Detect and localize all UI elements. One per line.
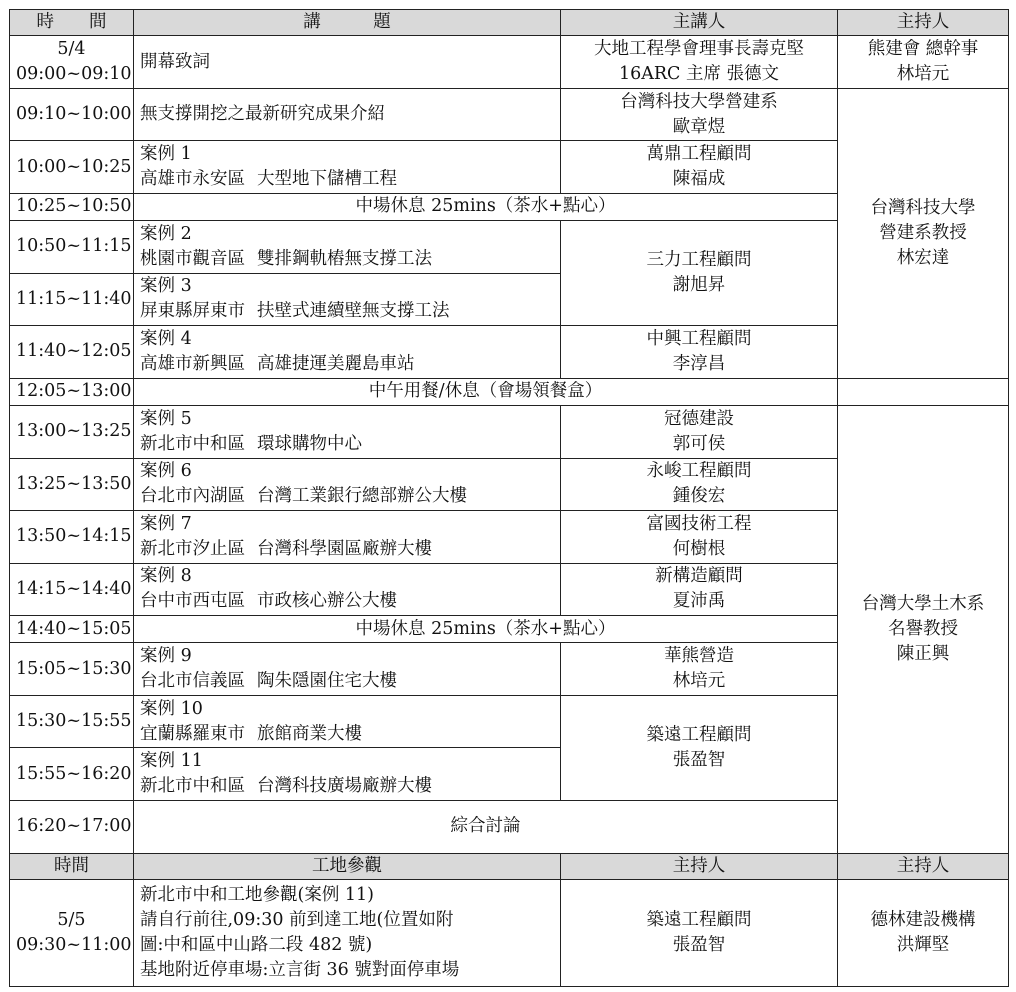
speaker-line: 謝旭昇 [672,275,726,296]
visit-line: 基地附近停車場:立言街 36 號對面停車場 [140,959,460,980]
table-row-site-visit [10,879,1009,986]
speaker-line: 華熊營造 [664,646,734,667]
time-cell: 15:05~15:30 [10,643,134,696]
topic-cell [134,458,561,511]
speaker-line: 歐章煜 [672,116,726,137]
case-title: 台灣科學園區廠辦大樓 [257,538,432,559]
time-cell: 15:30~15:55 [10,695,134,748]
case-title: 台灣工業銀行總部辦公大樓 [257,486,467,507]
case-title: 雙排鋼軌樁無支撐工法 [257,248,432,269]
case-place: 屏東縣屏東市 [140,301,245,322]
time-cell: 11:40~12:05 [10,326,134,379]
speaker-cell [561,141,838,194]
case-place: 桃園市觀音區 [140,248,245,269]
case-title: 大型地下儲槽工程 [257,169,397,190]
topic-cell [134,695,561,748]
speaker-cell [561,405,838,458]
speaker-cell [561,326,838,379]
time-cell: 13:25~13:50 [10,458,134,511]
agenda-table [9,9,1009,987]
topic-cell [134,643,561,696]
speaker-line: 冠德建設 [664,408,734,429]
header-speaker: 主講人 [561,10,838,36]
host-cell [838,36,1009,89]
case-label: 案例 3 [140,276,192,297]
speaker-line: 陳福成 [672,169,726,190]
speaker-line: 中興工程顧問 [646,328,752,349]
topic-cell: 開幕致詞 [134,36,561,89]
time-cell: 12:05~13:00 [10,378,134,405]
header-topic: 工地參觀 [134,853,561,879]
speaker-line: 李淳昌 [672,353,726,374]
speaker-line: 林培元 [672,671,726,692]
topic-cell [134,879,561,986]
table-header-row [10,10,1009,36]
case-place: 台北市內湖區 [140,486,245,507]
header-host: 主持人 [838,10,1009,36]
host-line: 林宏達 [896,247,950,268]
header-topic: 講 題 [134,10,561,36]
topic-cell [134,563,561,616]
speaker-line: 富國技術工程 [646,513,752,534]
host-line: 洪輝堅 [896,934,950,955]
speaker-line: 16ARC 主席 張德文 [618,64,780,85]
time-cell: 10:50~11:15 [10,221,134,274]
case-label: 案例 11 [140,751,203,772]
speaker-cell [561,643,838,696]
speaker-line: 築遠工程顧問 [646,724,752,745]
topic-cell: 無支撐開挖之最新研究成果介紹 [134,88,561,141]
case-place: 高雄市永安區 [140,169,245,190]
case-place: 新北市中和區 [140,433,245,454]
speaker-line: 三力工程顧問 [646,250,752,271]
speaker-line: 台灣科技大學營建系 [620,91,778,112]
case-label: 案例 5 [140,408,192,429]
speaker-line: 築遠工程顧問 [646,909,752,930]
speaker-cell [561,511,838,564]
topic-cell [134,326,561,379]
host-cell-morning [838,88,1009,378]
host-cell-empty [838,378,1009,405]
speaker-cell [561,36,838,89]
topic-cell [134,221,561,274]
header-speaker: 主持人 [561,853,838,879]
header-time: 時 間 [10,10,134,36]
case-label: 案例 9 [140,646,192,667]
speaker-cell [561,879,838,986]
table-header-row-visit [10,853,1009,879]
host-line: 德林建設機構 [870,909,976,930]
time-cell [10,879,134,986]
speaker-line: 夏沛禹 [672,591,726,612]
case-place: 台中市西屯區 [140,591,245,612]
break-cell: 中場休息 25mins（茶水+點心） [134,616,838,643]
speaker-line: 張盈智 [672,934,726,955]
case-place: 高雄市新興區 [140,353,245,374]
host-line: 名譽教授 [888,618,958,639]
case-label: 案例 1 [140,144,192,165]
time-label: 09:00~09:10 [16,64,132,85]
topic-cell [134,273,561,326]
case-place: 台北市信義區 [140,671,245,692]
host-cell-afternoon [838,405,1009,853]
visit-line: 新北市中和工地參觀(案例 11) [140,884,374,905]
speaker-cell-case2-3 [561,221,838,326]
time-cell: 15:55~16:20 [10,748,134,801]
date-label: 5/5 [57,909,86,930]
topic-cell [134,405,561,458]
time-cell: 09:10~10:00 [10,88,134,141]
speaker-line: 何樹根 [672,538,726,559]
host-line: 台灣大學土木系 [861,593,985,614]
case-title: 扶壁式連續壁無支撐工法 [257,301,450,322]
topic-cell [134,141,561,194]
speaker-cell-case10-11 [561,695,838,800]
header-host: 主持人 [838,853,1009,879]
speaker-cell [561,458,838,511]
table-row-opening [10,36,1009,89]
time-cell: 16:20~17:00 [10,800,134,853]
break-cell: 中場休息 25mins（茶水+點心） [134,193,838,220]
host-cell [838,879,1009,986]
time-cell: 10:25~10:50 [10,193,134,220]
speaker-line: 大地工程學會理事長壽克堅 [594,39,804,60]
speaker-line: 張盈智 [672,749,726,770]
time-cell: 14:40~15:05 [10,616,134,643]
time-cell: 13:50~14:15 [10,511,134,564]
topic-cell: 綜合討論 [134,800,838,853]
speaker-line: 萬鼎工程顧問 [646,144,752,165]
case-label: 案例 7 [140,513,192,534]
visit-line: 圖:中和區中山路二段 482 號) [140,934,373,955]
case-title: 旅館商業大樓 [257,723,362,744]
case-label: 案例 4 [140,328,192,349]
speaker-line: 郭可侯 [672,433,726,454]
case-title: 陶朱隱園住宅大樓 [257,671,397,692]
speaker-cell [561,88,838,141]
case-title: 台灣科技廣場廠辦大樓 [257,776,432,797]
time-cell: 10:00~10:25 [10,141,134,194]
time-label: 09:30~11:00 [16,934,132,955]
case-label: 案例 2 [140,223,192,244]
visit-line: 請自行前往,09:30 前到達工地(位置如附 [140,909,454,930]
break-cell: 中午用餐/休息（會場領餐盒） [134,378,838,405]
case-place: 宜蘭縣羅東市 [140,723,245,744]
topic-cell [134,748,561,801]
host-line: 陳正興 [896,643,950,664]
host-line: 台灣科技大學 [870,197,976,218]
speaker-cell [561,563,838,616]
speaker-line: 新構造顧問 [655,566,743,587]
host-line: 營建系教授 [879,222,967,243]
table-row-case5 [10,405,1009,458]
case-label: 案例 8 [140,566,192,587]
speaker-line: 永峻工程顧問 [646,461,752,482]
host-line: 林培元 [896,64,950,85]
case-title: 環球購物中心 [257,433,362,454]
case-label: 案例 10 [140,698,203,719]
speaker-line: 鍾俊宏 [672,486,726,507]
case-title: 高雄捷運美麗島車站 [257,353,415,374]
table-row-talk1 [10,88,1009,141]
time-cell: 11:15~11:40 [10,273,134,326]
time-cell: 14:15~14:40 [10,563,134,616]
host-line: 熊建會 總幹事 [867,39,979,60]
header-time: 時間 [10,853,134,879]
date-label: 5/4 [57,39,86,60]
case-place: 新北市中和區 [140,776,245,797]
time-cell: 13:00~13:25 [10,405,134,458]
case-title: 市政核心辦公大樓 [257,591,397,612]
time-cell [10,36,134,89]
case-place: 新北市汐止區 [140,538,245,559]
topic-cell [134,511,561,564]
case-label: 案例 6 [140,461,192,482]
table-row-lunch [10,378,1009,405]
